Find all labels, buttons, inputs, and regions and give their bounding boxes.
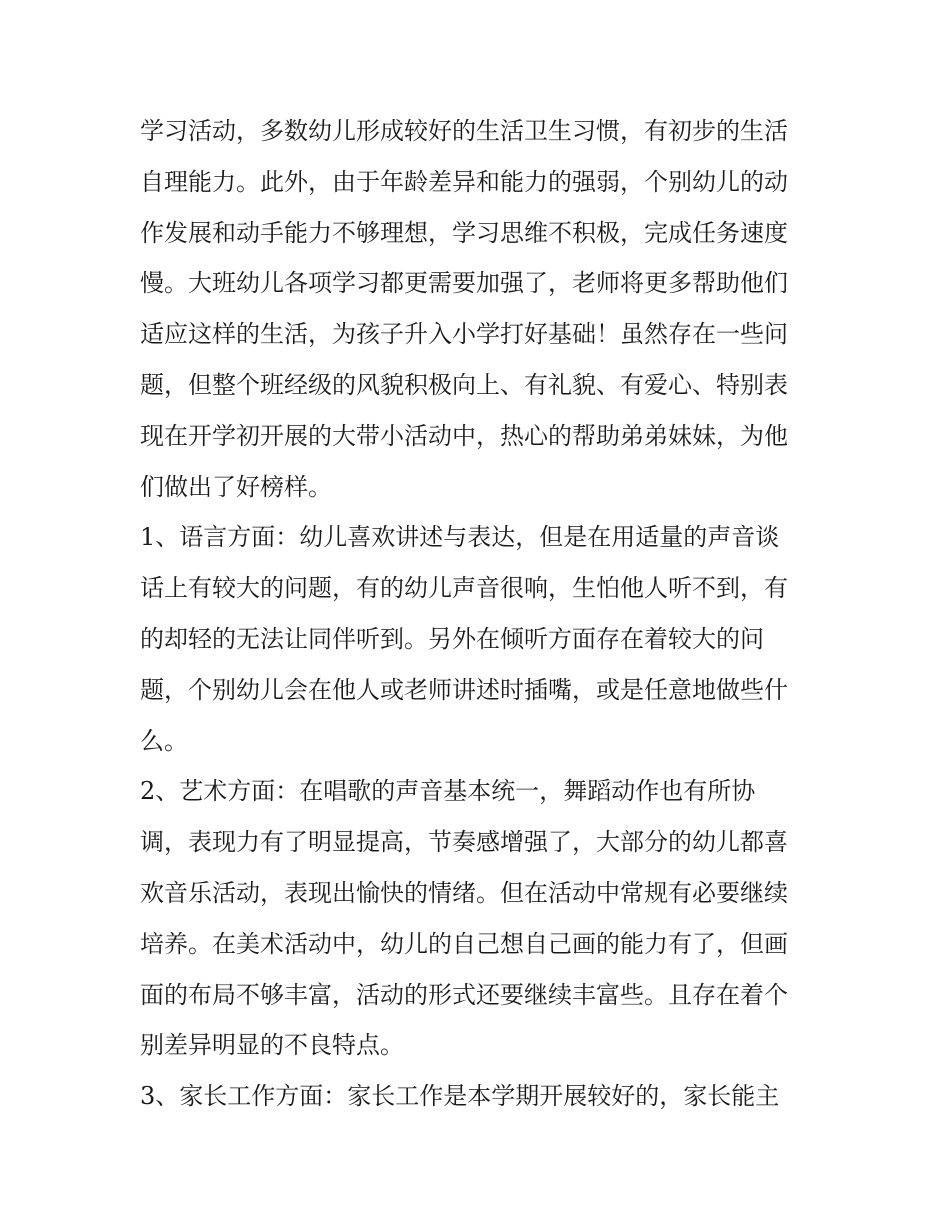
text-line: 题，个别幼儿会在他人或老师讲述时插嘴，或是任意地做些什: [140, 675, 788, 704]
text-line: 面的布局不够丰富，活动的形式还要继续丰富些。且存在着个: [140, 980, 788, 1009]
text-line: 欢音乐活动，表现出愉快的情绪。但在活动中常规有必要继续: [140, 878, 788, 907]
text-line: 2、艺术方面：在唱歌的声音基本统一，舞蹈动作也有所协: [140, 777, 756, 806]
text-line: 么。: [140, 726, 188, 755]
document-body: [140, 106, 820, 1122]
text-line: 调，表现力有了明显提高，节奏感增强了，大部分的幼儿都喜: [140, 828, 788, 857]
text-line: 话上有较大的问题，有的幼儿声音很响，生怕他人听不到，有: [140, 574, 788, 603]
text-line: 适应这样的生活，为孩子升入小学打好基础！虽然存在一些问: [140, 320, 788, 349]
text-line: 培养。在美术活动中，幼儿的自己想自己画的能力有了，但画: [140, 929, 788, 958]
text-line: 现在开学初开展的大带小活动中，热心的帮助弟弟妹妹，为他: [140, 421, 788, 450]
text-line: 慢。大班幼儿各项学习都更需要加强了，老师将更多帮助他们: [140, 269, 788, 298]
text-line: 自理能力。此外，由于年龄差异和能力的强弱，个别幼儿的动: [140, 167, 788, 196]
text-line: 作发展和动手能力不够理想，学习思维不积极，完成任务速度: [140, 218, 788, 247]
text-line: 别差异明显的不良特点。: [140, 1031, 404, 1060]
text-line: 们做出了好榜样。: [140, 472, 332, 501]
text-line: 3、家长工作方面：家长工作是本学期开展较好的，家长能主: [140, 1082, 780, 1111]
text-line: 的却轻的无法让同伴听到。另外在倾听方面存在着较大的问: [140, 624, 764, 653]
text-line: 学习活动，多数幼儿形成较好的生活卫生习惯，有初步的生活: [140, 117, 788, 145]
text-line: 题，但整个班经级的风貌积极向上、有礼貌、有爱心、特别表: [140, 370, 788, 399]
text-line: 1、语言方面：幼儿喜欢讲述与表达，但是在用适量的声音谈: [140, 523, 780, 552]
